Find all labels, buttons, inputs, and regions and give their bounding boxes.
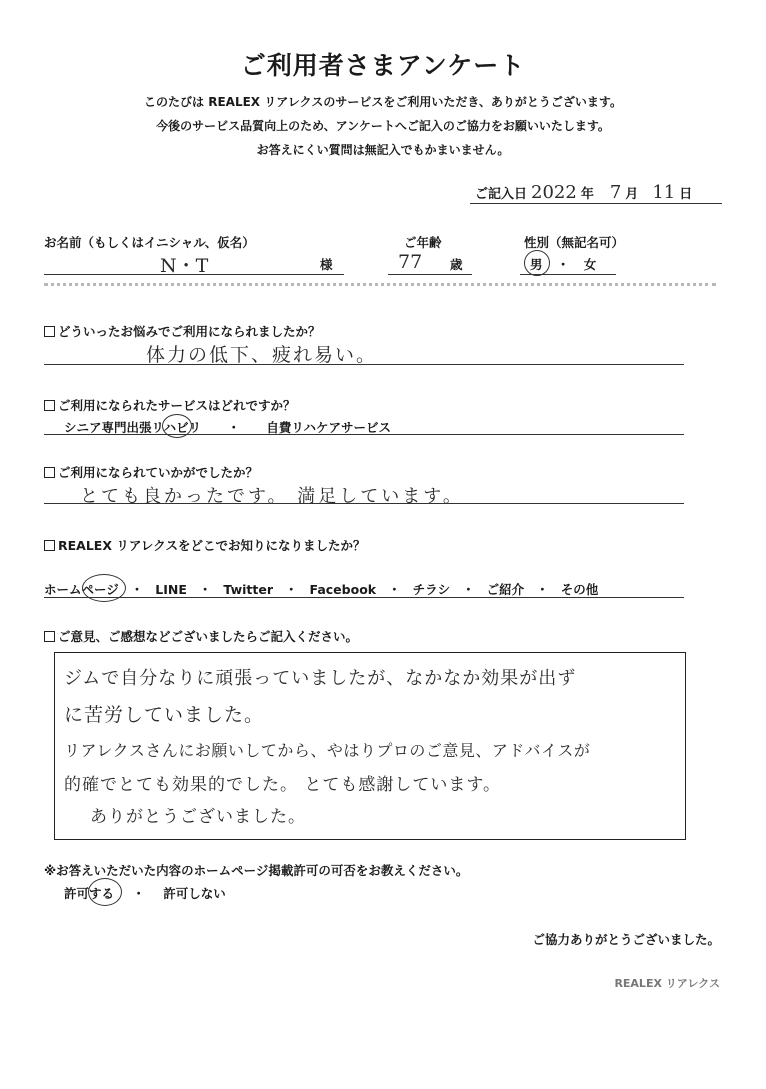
- q4-separator: ・: [462, 582, 475, 597]
- q5-checkbox[interactable]: [44, 631, 55, 642]
- q4-options: [44, 580, 598, 598]
- permission-allow-option[interactable]: 許可する: [64, 886, 115, 901]
- q4-separator: ・: [198, 582, 212, 597]
- q4-option-referral[interactable]: ご紹介: [486, 582, 525, 597]
- date-month-unit: 月: [625, 187, 639, 202]
- intro-line-3: お答えにくい質問は無記入でもかまいません。: [256, 143, 510, 157]
- gender-female-option[interactable]: 女: [583, 257, 597, 272]
- date-day[interactable]: 11: [652, 182, 676, 203]
- q4-option-twitter[interactable]: Twitter: [223, 582, 274, 597]
- age-underline: [388, 274, 472, 275]
- q1-answer[interactable]: 体力の低下、疲れ易い。: [146, 344, 378, 366]
- q1-question: [44, 322, 321, 340]
- date-year[interactable]: 2022: [531, 182, 577, 203]
- name-suffix: 様: [320, 257, 333, 272]
- q1-underline: [44, 364, 684, 365]
- age-field[interactable]: 77: [398, 251, 423, 273]
- q1-checkbox[interactable]: [44, 326, 55, 337]
- q4-option-other[interactable]: その他: [560, 582, 599, 597]
- intro-line-1: このたびは REALEX リアレクスのサービスをご利用いただき、ありがとうございます。: [144, 95, 622, 109]
- q4-separator: ・: [536, 582, 549, 597]
- q2-underline: [44, 434, 684, 435]
- q3-question-text: ご利用になられていかがでしたか？: [58, 465, 259, 480]
- comment-line-2: に苦労していました。: [64, 704, 265, 726]
- q4-option-flyer[interactable]: チラシ: [412, 582, 451, 597]
- q4-option-line[interactable]: LINE: [155, 582, 187, 597]
- q5-question: [44, 627, 358, 645]
- gender-label: 性別（無記名可）: [524, 235, 625, 250]
- gender-selected-circle: [524, 250, 550, 276]
- q5-question-text: ご意見、ご感想などございましたらご記入ください。: [58, 629, 359, 644]
- q3-question: [44, 463, 258, 481]
- q3-checkbox[interactable]: [44, 467, 55, 478]
- footer-logo: REALEX リアレクス: [614, 977, 720, 990]
- date-year-unit: 年: [580, 187, 594, 202]
- q4-separator: ・: [285, 582, 298, 597]
- date-month[interactable]: 7: [609, 182, 622, 203]
- q1-question-text: どういったお悩みでご利用になられましたか？: [58, 324, 321, 339]
- age-unit: 歳: [450, 257, 463, 272]
- permission-selected-circle: [88, 878, 122, 906]
- q3-underline: [44, 503, 684, 504]
- q2-question-text: ご利用になられたサービスはどれですか？: [58, 398, 296, 413]
- gender-separator: ・: [556, 257, 570, 272]
- q4-separator: ・: [388, 582, 401, 597]
- q4-option-homepage[interactable]: ホームページ: [44, 582, 119, 597]
- date-day-unit: 日: [679, 187, 693, 202]
- q4-separator: ・: [130, 582, 144, 597]
- date-entry: [475, 182, 720, 203]
- permission-separator: ・: [132, 886, 145, 901]
- age-label: ご年齢: [404, 235, 442, 250]
- name-field[interactable]: N・T: [160, 255, 209, 277]
- name-underline: [44, 274, 344, 275]
- q4-question: [44, 536, 365, 554]
- q3-answer[interactable]: とても良かったです。 満足しています。: [80, 486, 464, 507]
- q4-option-facebook[interactable]: Facebook: [309, 582, 377, 597]
- page-title: ご利用者さまアンケート: [240, 51, 526, 80]
- q2-question: [44, 396, 296, 414]
- gender-male-option[interactable]: 男: [530, 257, 543, 272]
- q2-checkbox[interactable]: [44, 400, 55, 411]
- comment-line-4: 的確でとても効果的でした。 とても感謝しています。: [64, 775, 502, 795]
- q2-option-senior-rehab[interactable]: シニア専門出張リハビリ: [64, 420, 202, 435]
- permission-question: ※お答えいただいた内容のホームページ掲載許可の可否をお教えください。: [44, 863, 469, 878]
- date-underline: [470, 203, 722, 204]
- q4-underline: [44, 597, 684, 598]
- gender-underline: [520, 274, 616, 275]
- q2-option-self-pay-care[interactable]: 自費リハケアサービス: [266, 420, 392, 435]
- permission-deny-option[interactable]: 許可しない: [163, 886, 226, 901]
- date-label: ご記入日: [475, 187, 528, 202]
- q4-question-text: REALEX リアレクスをどこでお知りになりましたか？: [58, 538, 366, 553]
- section-divider: [44, 283, 716, 286]
- comment-line-1: ジムで自分なりに頑張っていましたが、なかなか効果が出ず: [64, 668, 577, 689]
- comment-line-5: ありがとうございました。: [90, 807, 306, 827]
- name-label: お名前（もしくはイニシャル、仮名）: [44, 235, 255, 250]
- q4-checkbox[interactable]: [44, 540, 55, 551]
- q2-separator: ・: [227, 420, 241, 435]
- comment-line-3: リアレクスさんにお願いしてから、やはりプロのご意見、アドバイスが: [64, 741, 591, 760]
- intro-line-2: 今後のサービス品質向上のため、アンケートへご記入のご協力をお願いいたします。: [156, 119, 610, 133]
- closing-message: ご協力ありがとうございました。: [532, 932, 720, 947]
